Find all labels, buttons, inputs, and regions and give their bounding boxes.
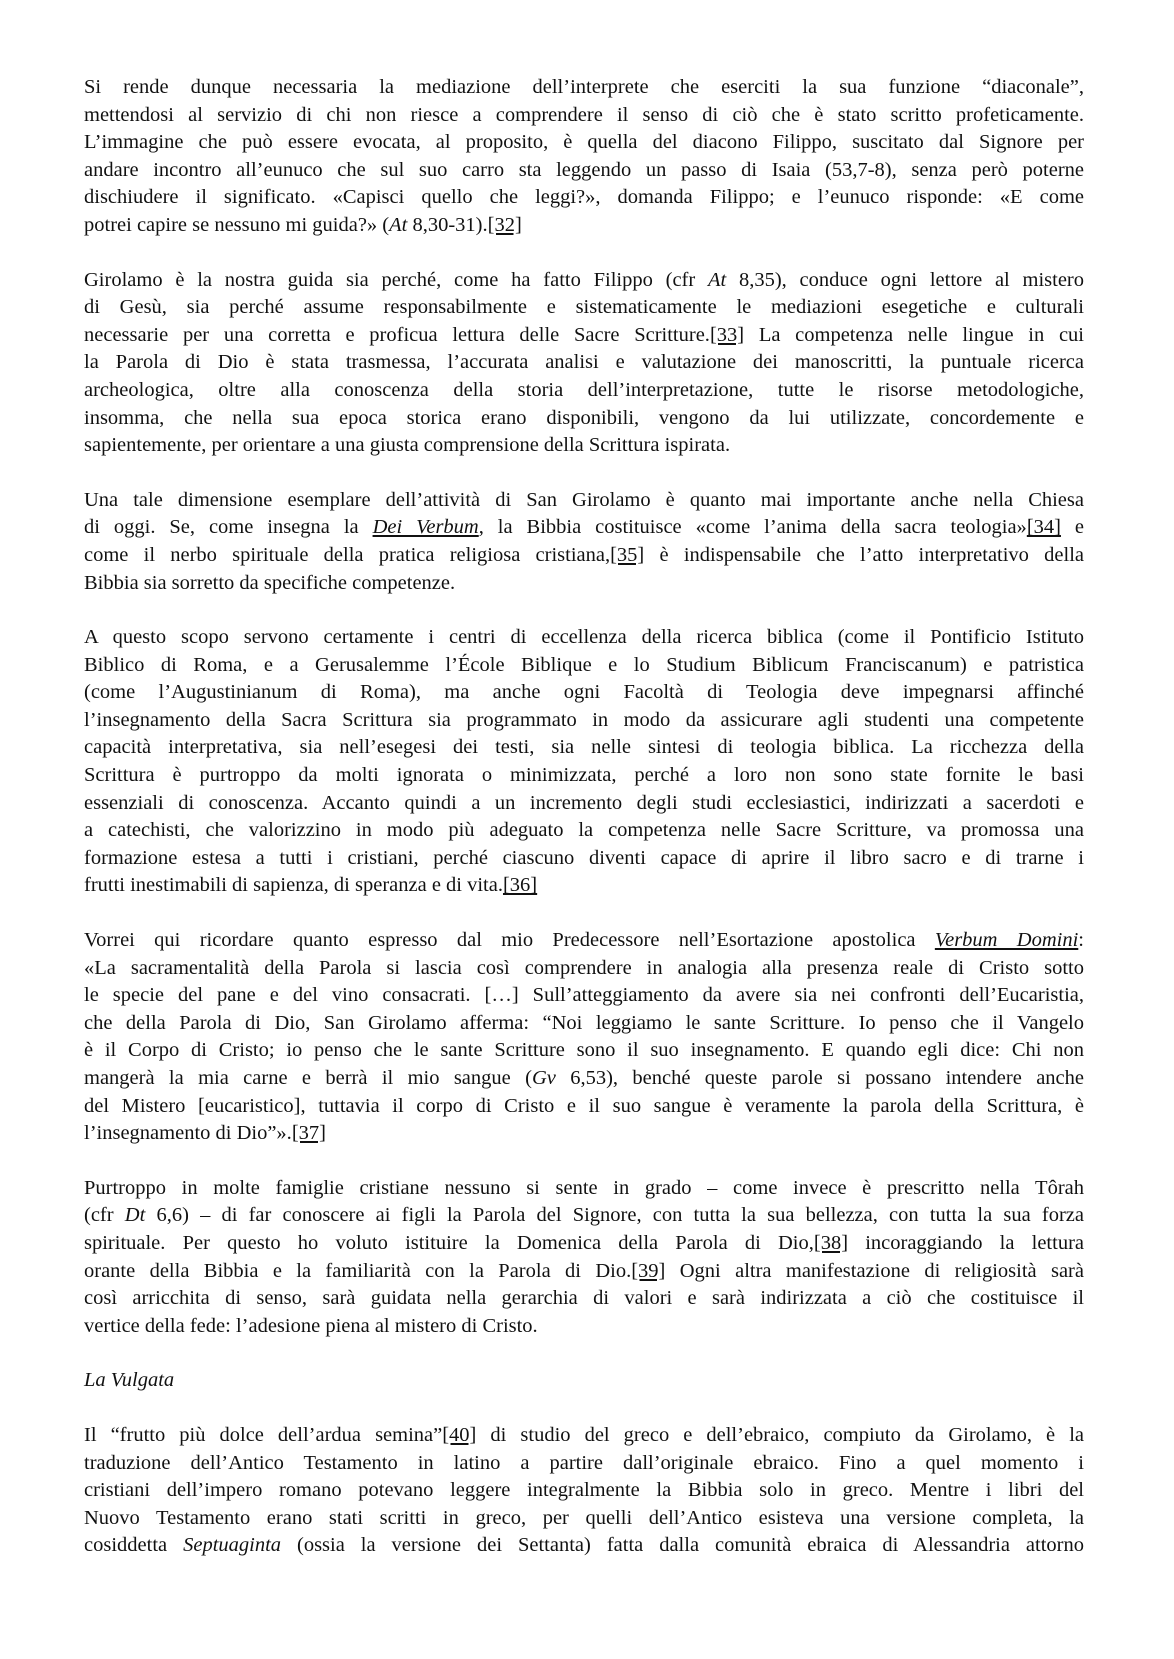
paragraph-3 — [84, 487, 1084, 597]
text-line: l’insegnamento della Sacra Scrittura sia programmato in modo da assicurare agli studenti una competente — [84, 708, 1084, 731]
text-line — [84, 212, 1084, 240]
text-line — [84, 1532, 1084, 1560]
text-segment: di studio del greco e dell’ebraico, compiuto da Girolamo, è la — [476, 1423, 1084, 1446]
text-line — [84, 927, 1084, 955]
footnote-link-34[interactable]: [34] — [1026, 516, 1061, 539]
scripture-book-abbrev: Dt — [124, 1204, 146, 1227]
text-line: L’immagine che può essere evocata, al proposito, è quella del diacono Filippo, suscitato dal Signore per — [84, 131, 1084, 154]
text-line: essenziali di conoscenza. Accanto quindi a un incremento degli studi ecclesiastici, indirizzati a sacerdoti e — [84, 791, 1084, 814]
dei-verbum-link[interactable]: Dei Verbum — [372, 516, 479, 539]
verbum-domini-link[interactable]: Verbum Domini — [934, 929, 1079, 952]
text-segment: (cfr — [84, 1204, 125, 1227]
text-line: a catechisti, che valorizzino in modo più adeguato la competenza nelle Sacre Scritture, va promossa una — [84, 819, 1084, 842]
text-line: sapientemente, per orientare a una giusta comprensione della Scrittura ispirata. — [84, 434, 731, 457]
paragraph-6 — [84, 1175, 1084, 1341]
scripture-book-abbrev: Gv — [531, 1067, 556, 1089]
text-line — [84, 1422, 1084, 1450]
footnote-link-38[interactable]: [38] — [813, 1231, 849, 1254]
text-segment: mangerà la mia carne e berrà il mio sangue ( — [84, 1067, 532, 1089]
text-segment: spirituale. Per questo ho voluto istituire la Domenica della Parola di Dio, — [84, 1231, 814, 1254]
text-segment: l’insegnamento di Dio”». — [84, 1122, 292, 1145]
text-line: di Gesù, sia perché assume responsabilmente e sistematicamente le mediazioni esegetiche e culturali — [84, 296, 1084, 319]
text-segment: 6,53), benché queste parole si possano intendere anche — [555, 1067, 1084, 1089]
paragraph-vulgata — [84, 1422, 1084, 1560]
text-segment: potrei capire se nessuno mi guida?» ( — [84, 213, 390, 236]
paragraph-1 — [84, 74, 1084, 240]
paragraph-4 — [84, 624, 1084, 900]
text-line — [84, 514, 1084, 542]
footnote-link-32[interactable]: [32] — [487, 213, 522, 236]
footnote-link-39[interactable]: [39] — [631, 1259, 666, 1282]
section-heading: La Vulgata — [84, 1369, 175, 1392]
text-line: (come l’Augustinianum di Roma), ma anche ogni Facoltà di Teologia deve impegnarsi affinché — [84, 681, 1084, 704]
text-line — [84, 267, 1084, 295]
text-segment: cosiddetta — [84, 1534, 184, 1557]
text-line: Bibbia sia sorretto da specifiche competenze. — [84, 571, 456, 594]
text-line: vertice della fede: l’adesione piena al mistero di Cristo. — [84, 1314, 538, 1337]
text-line — [84, 872, 1084, 900]
text-line — [84, 1258, 1084, 1286]
text-line — [84, 322, 1084, 350]
text-line: Una tale dimensione esemplare dell’attività di San Girolamo è quanto mai importante anche nella Chiesa — [84, 488, 1084, 511]
text-segment: Vorrei qui ricordare quanto espresso dal mio Predecessore nell’Esortazione apostolica — [84, 929, 935, 952]
text-line: insomma, che nella sua epoca storica erano disponibili, vengono da lui utilizzate, concordemente e — [84, 406, 1084, 429]
text-line — [84, 542, 1084, 570]
text-segment: e — [1060, 516, 1085, 539]
text-line: Biblico di Roma, e a Gerusalemme l’École Biblique e lo Studium Biblicum Franciscanum) e patristica — [84, 653, 1084, 676]
text-segment: orante della Bibbia e la familiarità con la Parola di Dio. — [84, 1259, 632, 1282]
text-line — [84, 1230, 1084, 1258]
text-line: archeologica, oltre alla conoscenza della storia dell’interpretazione, tutte le risorse metodologiche, — [84, 378, 1084, 401]
text-segment: 6,6) – di far conoscere ai figli la Parola del Signore, con tutta la sua bellezza, con tutta la sua forza — [145, 1204, 1084, 1227]
text-line: «La sacramentalità della Parola si lascia così comprendere in analogia alla presenza reale di Cristo sotto — [84, 956, 1084, 979]
text-line: la Parola di Dio è stata trasmessa, l’accurata analisi e valutazione dei manoscritti, la puntuale ricerca — [84, 351, 1084, 374]
text-segment: La competenza nelle lingue in cui — [744, 323, 1085, 346]
text-segment: incoraggiando la lettura — [848, 1231, 1085, 1254]
scripture-book-abbrev: At — [707, 268, 727, 291]
text-segment: (ossia la versione dei Settanta) fatta dalla comunità ebraica di Alessandria attorno — [281, 1534, 1084, 1557]
text-segment: Ogni altra manifestazione di religiosità sarà — [665, 1259, 1084, 1282]
text-line: del Mistero [eucaristico], tuttavia il corpo di Cristo e il suo sangue è veramente la parola della Scrittura, è — [84, 1094, 1084, 1117]
text-line — [84, 1065, 1084, 1093]
text-segment: Girolamo è la nostra guida sia perché, come ha fatto Filippo (cfr — [84, 268, 708, 291]
text-line: A questo scopo servono certamente i centri di eccellenza della ricerca biblica (come il Pontificio Istituto — [84, 626, 1084, 649]
text-line: Purtroppo in molte famiglie cristiane nessuno si sente in grado – come invece è prescritto nella Tôrah — [84, 1176, 1084, 1199]
text-line: Nuovo Testamento erano stati scritti in greco, per quelli dell’Antico esisteva una versione completa, la — [84, 1506, 1084, 1529]
text-segment: 8,30-31). — [407, 213, 488, 236]
text-line: è il Corpo di Cristo; io penso che le sante Scritture sono il suo insegnamento. E quando egli dice: Chi non — [84, 1039, 1084, 1062]
text-line: dischiudere il significato. «Capisci quello che leggi?», domanda Filippo; e l’eunuco risponde: «E come — [84, 186, 1084, 209]
text-line — [84, 1120, 1084, 1148]
paragraph-5 — [84, 927, 1084, 1148]
text-segment: 8,35), conduce ogni lettore al mistero — [726, 268, 1085, 291]
footnote-link-33[interactable]: [33] — [709, 323, 745, 346]
text-segment: , la Bibbia costituisce «come l’anima della sacra teologia» — [478, 516, 1027, 539]
text-line: andare incontro all’eunuco che sul suo carro sta leggendo un passo di Isaia (53,7-8), senza però poterne — [84, 158, 1084, 181]
text-line: formazione estesa a tutti i cristiani, perché ciascuno diventi capace di aprire il libro sacro e di trarne i — [84, 846, 1084, 869]
text-line: capacità interpretativa, sia nell’esegesi dei testi, sia nelle sintesi di teologia biblica. La ricchezza della — [84, 736, 1084, 759]
text-line: che della Parola di Dio, San Girolamo afferma: “Noi leggiamo le sante Scritture. Io penso che il Vangelo — [84, 1011, 1084, 1034]
footnote-link-37[interactable]: [37] — [291, 1122, 326, 1145]
text-line — [84, 1202, 1084, 1230]
paragraph-2 — [84, 267, 1084, 460]
text-line: così arricchita di senso, sarà guidata nella gerarchia di valori e sarà indirizzata a ciò che costituisce il — [84, 1287, 1084, 1310]
text-line: le specie del pane e del vino consacrati. […] Sull’atteggiamento da avere sia nei confronti dell’Eucaristia, — [84, 984, 1084, 1007]
text-segment: di oggi. Se, come insegna la — [84, 516, 373, 539]
text-segment: necessarie per una corretta e proficua lettura delle Sacre Scritture. — [84, 323, 710, 346]
text-line: cristiani dell’impero romano potevano leggere integralmente la Bibbia solo in greco. Mentre i libri del — [84, 1479, 1084, 1502]
footnote-link-35[interactable]: [35] — [610, 543, 645, 566]
text-segment: Il “frutto più dolce dell’ardua semina” — [84, 1423, 443, 1446]
footnote-link-40[interactable]: [40] — [442, 1423, 477, 1446]
footnote-link-36[interactable]: [36] — [502, 874, 538, 897]
text-line: mettendosi al servizio di chi non riesce a comprendere il senso di ciò che è stato scritto profeticamente. — [84, 103, 1084, 126]
text-line: Scrittura è purtroppo da molti ignorata o minimizzata, perché a loro non sono state fornite le basi — [84, 764, 1084, 787]
text-segment: : — [1078, 929, 1084, 952]
text-line: Si rende dunque necessaria la mediazione dell’interprete che eserciti la sua funzione “diaconale”, — [84, 76, 1084, 98]
text-segment: frutti inestimabili di sapienza, di speranza e di vita. — [84, 874, 503, 897]
text-line: traduzione dell’Antico Testamento in latino a partire dall’originale ebraico. Fino a quel momento i — [84, 1451, 1084, 1474]
scripture-book-abbrev: At — [389, 213, 408, 236]
septuaginta-term: Septuaginta — [183, 1534, 282, 1557]
text-segment: come il nerbo spirituale della pratica religiosa cristiana, — [84, 543, 611, 566]
text-segment: è indispensabile che l’atto interpretativo della — [644, 543, 1084, 566]
